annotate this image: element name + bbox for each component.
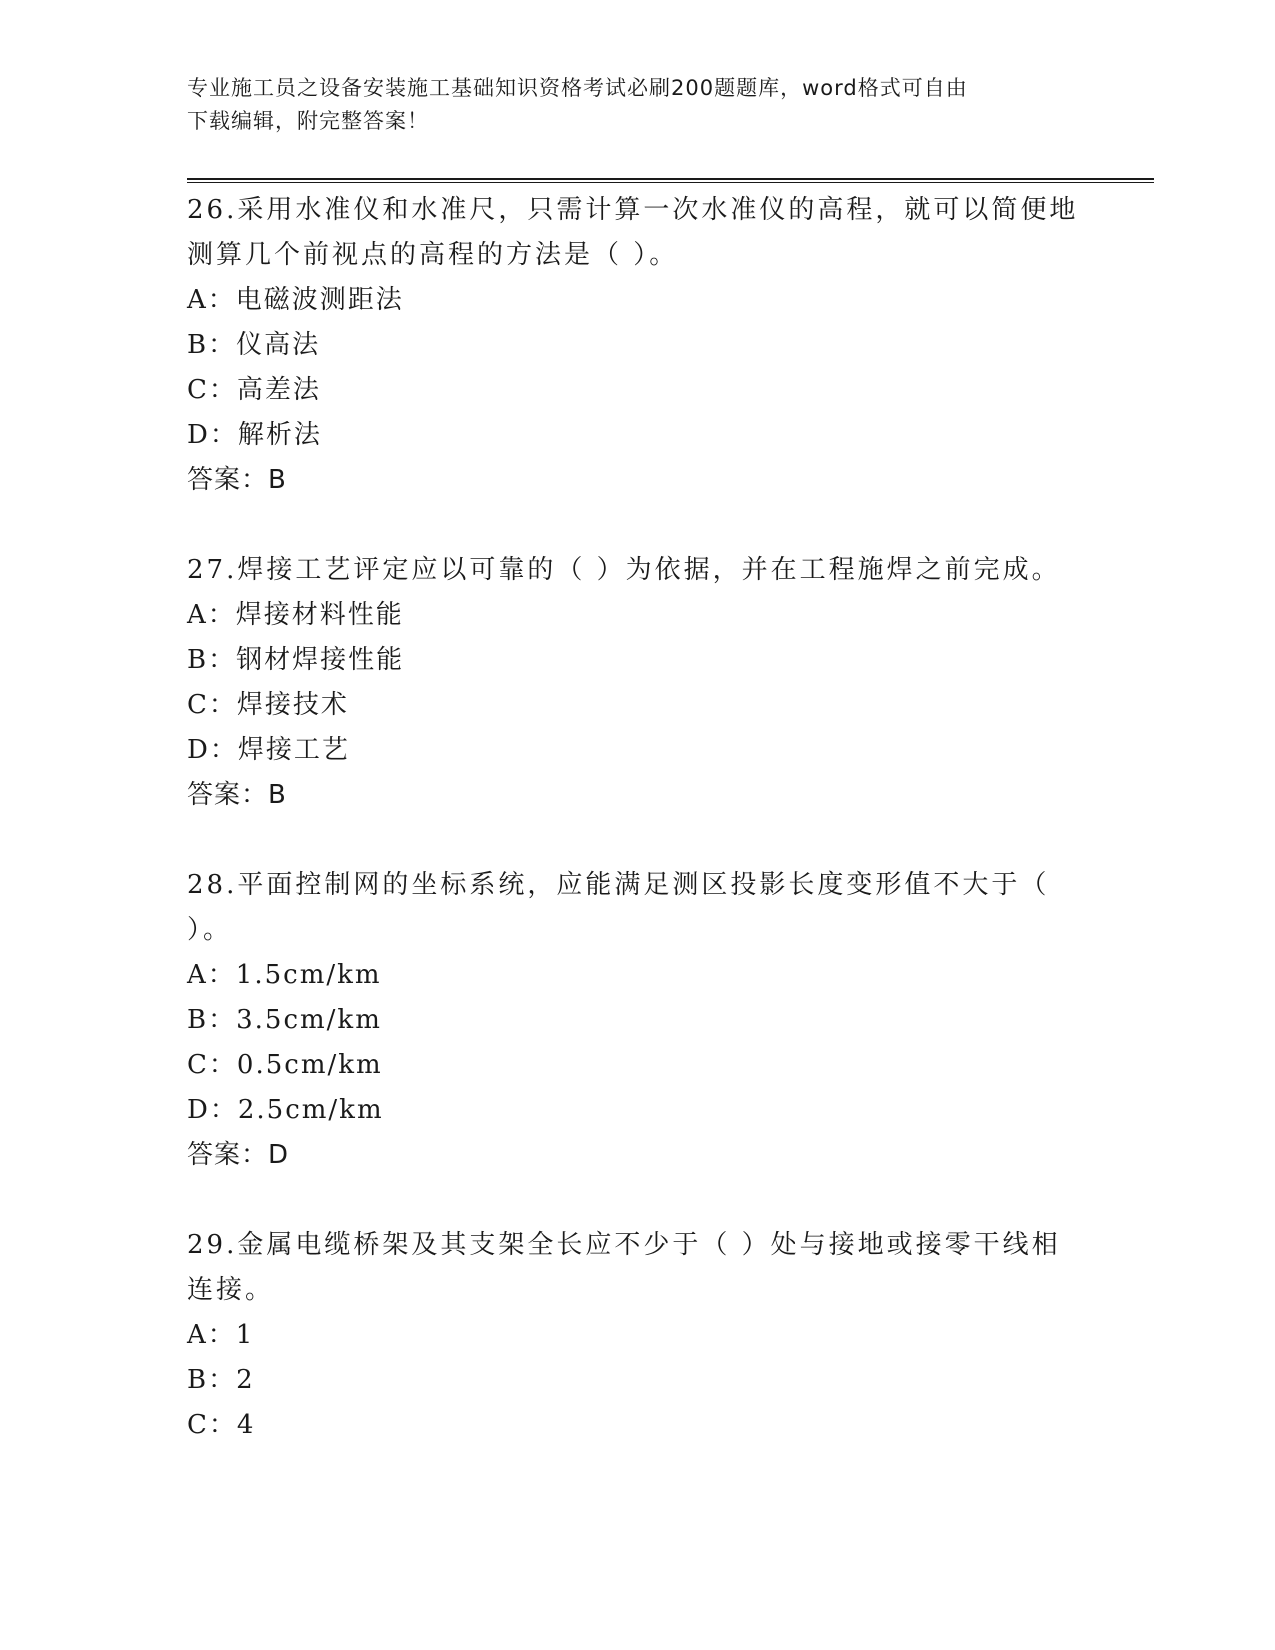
question-29 xyxy=(187,1223,1087,1448)
question-27 xyxy=(187,548,1087,818)
question-stem-line: 26.采用水准仪和水准尺，只需计算一次水准仪的高程，就可以简便地 xyxy=(187,195,1079,225)
option-c xyxy=(187,1403,1087,1448)
option-c xyxy=(187,683,1087,728)
option-a xyxy=(187,953,1087,998)
option-key: A： xyxy=(187,600,236,630)
document-header xyxy=(187,72,1067,138)
option-text: 焊接技术 xyxy=(236,690,349,720)
option-b xyxy=(187,1358,1087,1403)
option-key: D： xyxy=(187,1095,238,1125)
header-line-1: 专业施工员之设备安装施工基础知识资格考试必刷200题题库，word格式可自由 xyxy=(187,76,968,100)
option-a xyxy=(187,1313,1087,1358)
option-key: D： xyxy=(187,735,238,765)
option-key: A： xyxy=(187,960,236,990)
question-stem-line: ）。 xyxy=(187,915,233,945)
question-list xyxy=(187,188,1087,1493)
question-stem xyxy=(187,1223,1087,1313)
option-key: A： xyxy=(187,285,236,315)
option-text: 解析法 xyxy=(237,420,322,450)
option-d xyxy=(187,1088,1087,1133)
question-26 xyxy=(187,188,1087,503)
option-d xyxy=(187,728,1087,773)
option-text: 4 xyxy=(236,1410,256,1440)
header-divider xyxy=(187,178,1154,183)
option-key: A： xyxy=(187,1320,236,1350)
option-key: C： xyxy=(187,1410,237,1440)
question-stem xyxy=(187,188,1087,278)
answer: 答案：D xyxy=(187,1140,290,1170)
option-text: 焊接材料性能 xyxy=(235,600,404,630)
question-stem xyxy=(187,548,1087,593)
option-key: B： xyxy=(187,1365,237,1395)
question-stem-line: 连接。 xyxy=(187,1275,275,1305)
option-key: C： xyxy=(187,1050,237,1080)
option-key: B： xyxy=(187,1005,237,1035)
option-text: 1.5cm/km xyxy=(235,960,382,990)
answer: 答案：B xyxy=(187,465,287,495)
option-text: 2 xyxy=(236,1365,255,1395)
question-stem-line: 28.平面控制网的坐标系统，应能满足测区投影长度变形值不大于（ xyxy=(187,870,1050,900)
option-key: D： xyxy=(187,420,238,450)
question-stem xyxy=(187,863,1087,953)
question-stem-line: 测算几个前视点的高程的方法是（ ）。 xyxy=(187,240,679,270)
question-28 xyxy=(187,863,1087,1178)
option-text: 3.5cm/km xyxy=(236,1005,382,1035)
option-a xyxy=(187,593,1087,638)
option-c xyxy=(187,368,1087,413)
question-stem-line: 27.焊接工艺评定应以可靠的（ ）为依据，并在工程施焊之前完成。 xyxy=(187,555,1061,585)
option-key: C： xyxy=(187,690,237,720)
option-text: 高差法 xyxy=(236,375,321,405)
option-key: B： xyxy=(187,330,237,360)
option-text: 1 xyxy=(235,1320,255,1350)
option-c xyxy=(187,1043,1087,1088)
header-line-2: 下载编辑，附完整答案！ xyxy=(187,109,429,133)
option-b xyxy=(187,998,1087,1043)
option-a xyxy=(187,278,1087,323)
question-stem-line: 29.金属电缆桥架及其支架全长应不少于（ ）处与接地或接零干线相 xyxy=(187,1230,1061,1260)
option-text: 2.5cm/km xyxy=(237,1095,384,1125)
answer: 答案：B xyxy=(187,780,287,810)
option-key: C： xyxy=(187,375,237,405)
option-text: 焊接工艺 xyxy=(237,735,350,765)
option-text: 仪高法 xyxy=(236,330,321,360)
option-key: B： xyxy=(187,645,237,675)
option-b xyxy=(187,638,1087,683)
option-text: 0.5cm/km xyxy=(236,1050,383,1080)
option-text: 钢材焊接性能 xyxy=(236,645,405,675)
option-d xyxy=(187,413,1087,458)
option-b xyxy=(187,323,1087,368)
option-text: 电磁波测距法 xyxy=(235,285,404,315)
